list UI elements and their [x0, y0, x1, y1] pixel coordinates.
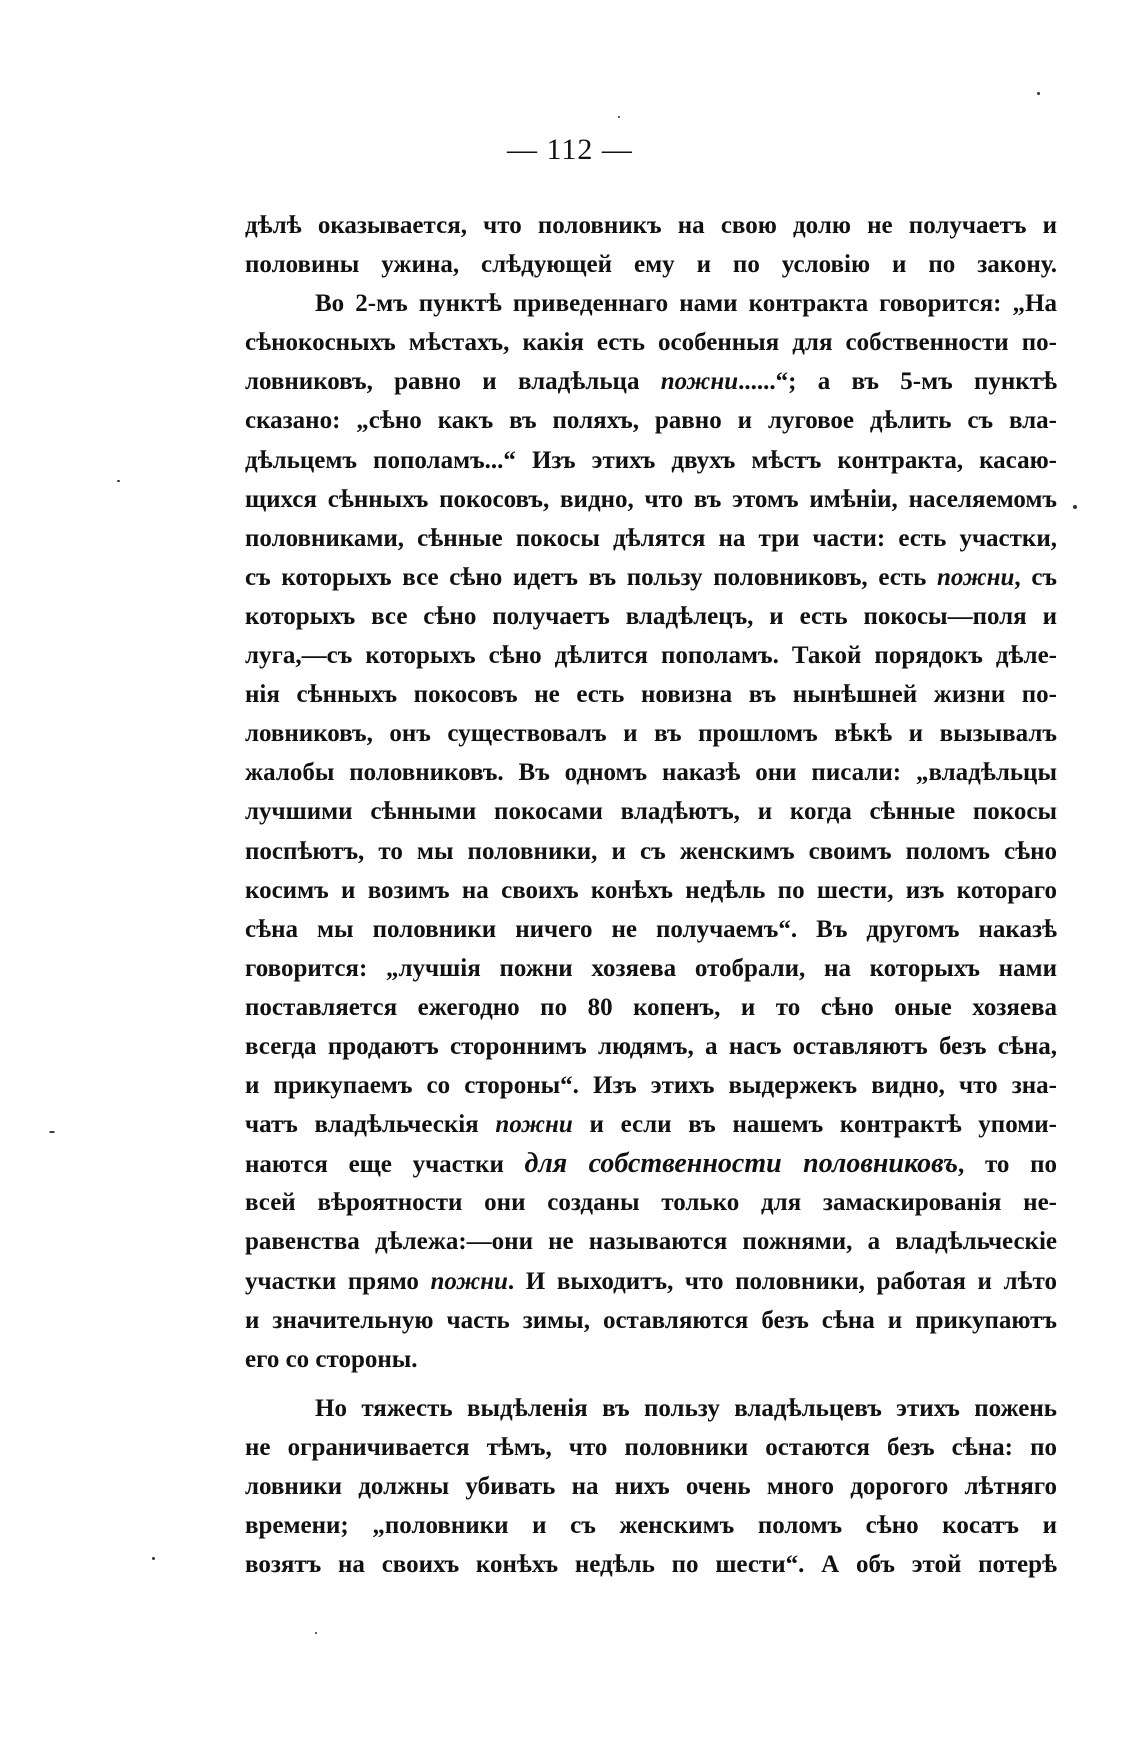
scan-speck: [49, 1131, 55, 1133]
text-line: [245, 1262, 1057, 1301]
scan-speck: [152, 1557, 155, 1560]
text-segment: и если въ нашемъ контрактѣ упоми-: [572, 1111, 1057, 1139]
scan-speck: [117, 480, 120, 482]
text-line: [245, 1144, 1057, 1183]
scan-speck: [1073, 505, 1077, 509]
text-segment: чатъ владѣльческія: [245, 1111, 496, 1139]
text-line: Но тяжесть выдѣленія въ пользу владѣльцевъ этихъ пожень: [315, 1394, 1057, 1422]
text-segment: ловниковъ, равно и владѣльца: [245, 368, 661, 396]
text-line: сказано: „сѣно какъ въ поляхъ, равно и луговое дѣлить съ вла-: [245, 407, 1057, 435]
text-line: жалобы половниковъ. Въ одномъ наказѣ они писали: „владѣльцы: [245, 759, 1057, 787]
text-segment: . И выходитъ, что половники, работая и лѣто: [507, 1267, 1057, 1295]
text-line: и прикупаемъ со стороны“. Изъ этихъ выдержекъ видно, что зна-: [245, 1072, 1057, 1100]
text-line: его со стороны.: [245, 1345, 418, 1373]
paragraph-gap: [245, 1379, 1057, 1389]
text-line: [245, 1105, 1057, 1144]
text-line: времени; „половники и съ женскимъ поломъ сѣно косатъ и: [245, 1512, 1057, 1540]
text-line: [245, 362, 1057, 401]
scan-speck: [618, 116, 620, 118]
text-line: нія сѣнныхъ покосовъ не есть новизна въ нынѣшней жизни по-: [245, 681, 1057, 709]
text-line: щихся сѣнныхъ покосовъ, видно, что въ этомъ имѣніи, населяемомъ: [245, 485, 1057, 513]
text-segment: , съ: [1014, 563, 1057, 591]
scan-speck: [1037, 92, 1040, 95]
text-line: равенства дѣлежа:—они не называются пожнями, а владѣльческіе: [245, 1228, 1057, 1256]
scan-speck: [315, 1632, 317, 1634]
text-line: дѣлѣ оказывается, что половникъ на свою долю не получаетъ и: [245, 212, 1057, 239]
text-line: которыхъ все сѣно получаетъ владѣлецъ, и есть покосы—поля и: [245, 602, 1057, 630]
text-line: поставляется ежегодно по 80 копенъ, и то сѣно оные хозяева: [245, 993, 1057, 1021]
text-line: говорится: „лучшія пожни хозяева отобрали, на которыхъ нами: [245, 954, 1057, 982]
text-segment: , то по: [958, 1151, 1057, 1179]
text-line: половниками, сѣнные покосы дѣлятся на три части: есть участки,: [245, 524, 1057, 552]
text-line: возятъ на своихъ конѣхъ недѣль по шести“. А объ этой потерѣ: [245, 1551, 1057, 1579]
emphasized-text: для собственности половниковъ: [524, 1148, 959, 1180]
text-line: не ограничивается тѣмъ, что половники остаются безъ сѣна: по: [245, 1433, 1057, 1461]
emphasized-text: пожни: [495, 1111, 573, 1139]
text-line: Во 2-мъ пунктѣ приведеннаго нами контракта говорится: „На: [315, 290, 1057, 318]
text-line: сѣна мы половники ничего не получаемъ“. Въ другомъ наказѣ: [245, 915, 1057, 943]
text-line: и значительную часть зимы, оставляются безъ сѣна и прикупаютъ: [245, 1306, 1057, 1334]
text-line: ловники должны убивать на нихъ очень много дорогого лѣтняго: [245, 1473, 1057, 1500]
text-line: [245, 558, 1057, 597]
emphasized-text: пожни: [430, 1267, 508, 1295]
text-segment: ......“; а въ 5-мъ пунктѣ: [738, 368, 1057, 396]
text-segment: наются еще участки: [245, 1151, 525, 1179]
emphasized-text: пожни: [660, 368, 739, 396]
text-line: косимъ и возимъ на своихъ конѣхъ недѣль по шести, изъ котораго: [245, 876, 1057, 904]
text-line: половины ужина, слѣдующей ему и по условію и по закону.: [245, 251, 1057, 279]
emphasized-text: пожни: [937, 563, 1015, 591]
text-line: всей вѣроятности они созданы только для замаскированія не-: [245, 1189, 1057, 1217]
text-line: луга,—съ которыхъ сѣно дѣлится пополамъ. Такой порядокъ дѣле-: [245, 642, 1057, 670]
text-line: лучшими сѣнными покосами владѣютъ, и когда сѣнные покосы: [245, 798, 1057, 826]
body-text: [245, 206, 1057, 1584]
text-line: поспѣютъ, то мы половники, и съ женскимъ своимъ поломъ сѣно: [245, 837, 1057, 865]
text-line: ловниковъ, онъ существовалъ и въ прошломъ вѣкѣ и вызывалъ: [245, 720, 1057, 748]
text-line: всегда продаютъ стороннимъ людямъ, а насъ оставляютъ безъ сѣна,: [245, 1032, 1057, 1060]
text-line: сѣнокосныхъ мѣстахъ, какія есть особенныя для собственности по-: [245, 329, 1057, 357]
page-number: — 112 —: [507, 133, 633, 166]
text-segment: участки прямо: [245, 1267, 431, 1295]
text-line: дѣльцемъ пополамъ...“ Изъ этихъ двухъ мѣстъ контракта, касаю-: [245, 446, 1057, 474]
text-segment: съ которыхъ все сѣно идетъ въ пользу половниковъ, есть: [245, 563, 938, 591]
